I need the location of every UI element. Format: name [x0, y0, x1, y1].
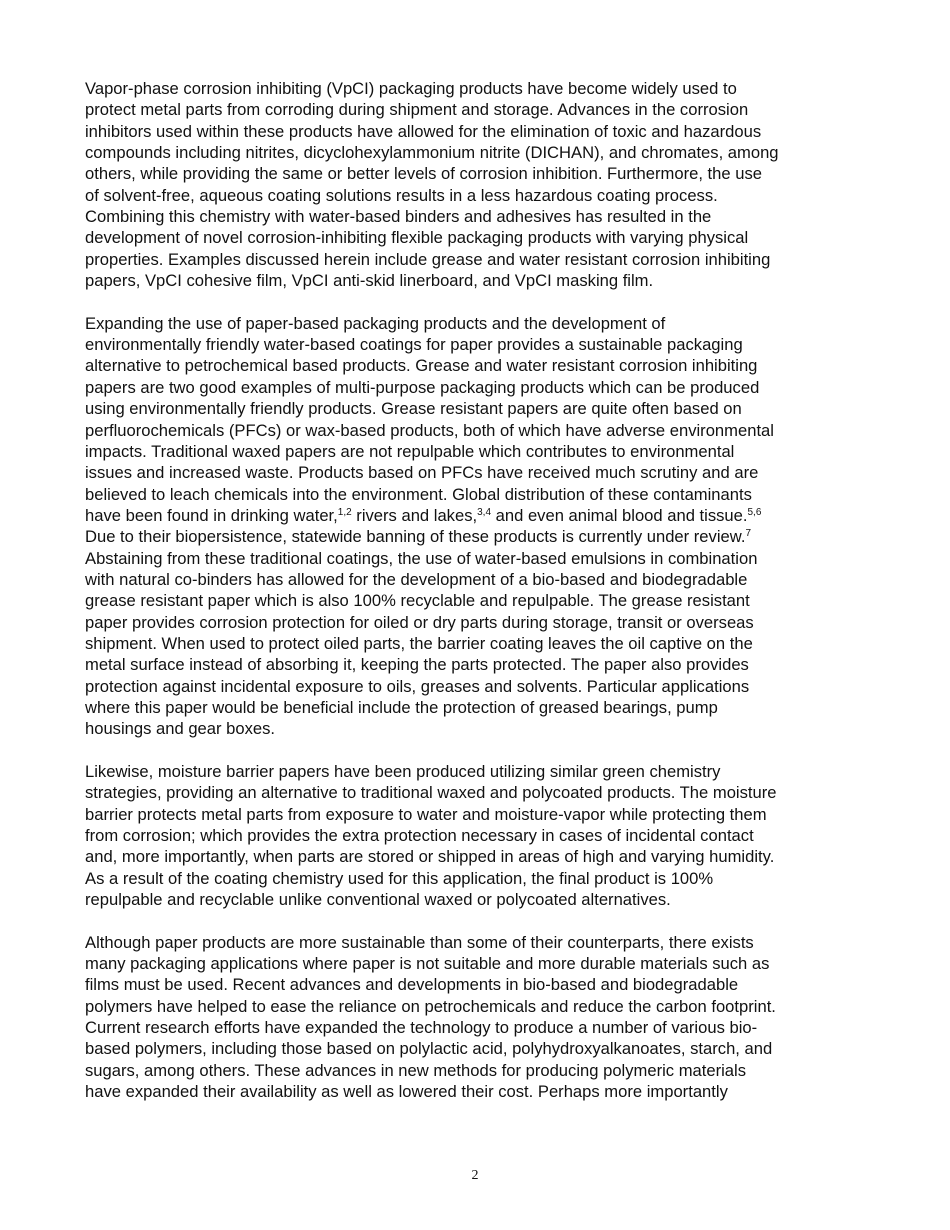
text-line: inhibitors used within these products have allowed for the elimination of toxic and hazardous — [85, 121, 762, 141]
text-line: metal surface instead of absorbing it, keeping the parts protected. The paper also provides — [85, 655, 749, 675]
text-line: repulpable and recyclable unlike conventional waxed or polycoated alternatives. — [85, 890, 671, 910]
text-line: grease resistant paper which is also 100% recyclable and repulpable. The grease resistant — [85, 591, 750, 611]
text-line: perfluorochemicals (PFCs) or wax-based products, both of which have adverse environmental — [85, 420, 774, 440]
paragraph — [85, 313, 875, 740]
paragraph — [85, 761, 875, 910]
text-line: films must be used. Recent advances and developments in bio-based and biodegradable — [85, 975, 739, 995]
citation-superscript: 7 — [745, 528, 751, 540]
text-line: others, while providing the same or better levels of corrosion inhibition. Furthermore, the use — [85, 164, 762, 184]
text-line: using environmentally friendly products. Grease resistant papers are quite often based on — [85, 399, 742, 419]
text-line: where this paper would be beneficial include the protection of greased bearings, pump — [85, 697, 718, 717]
text-line: environmentally friendly water-based coatings for paper provides a sustainable packaging — [85, 335, 743, 355]
text-line: alternative to petrochemical based products. Grease and water resistant corrosion inhibiting — [85, 356, 758, 376]
citation-superscript: 5,6 — [747, 506, 762, 518]
text-line: strategies, providing an alternative to traditional waxed and polycoated products. The moisture — [85, 783, 777, 803]
text-segment: rivers and lakes, — [351, 505, 478, 525]
text-line: Current research efforts have expanded the technology to produce a number of various bio- — [85, 1018, 758, 1038]
page-number: 2 — [471, 1168, 479, 1183]
text-line — [85, 526, 875, 547]
text-line: protection against incidental exposure to oils, greases and solvents. Particular applications — [85, 676, 750, 696]
document-body — [85, 78, 875, 1124]
text-line: issues and increased waste. Products based on PFCs have received much scrutiny and are — [85, 463, 759, 483]
text-line: Likewise, moisture barrier papers have been produced utilizing similar green chemistry — [85, 762, 721, 781]
text-line: protect metal parts from corroding during shipment and storage. Advances in the corrosion — [85, 100, 749, 120]
text-line: paper provides corrosion protection for oiled or dry parts during storage, transit or overseas — [85, 612, 754, 632]
text-line: development of novel corrosion-inhibiting flexible packaging products with varying physical — [85, 228, 749, 248]
text-line: housings and gear boxes. — [85, 719, 276, 739]
text-line: based polymers, including those based on polylactic acid, polyhydroxyalkanoates, starch, and — [85, 1039, 773, 1059]
text-line: Expanding the use of paper-based packaging products and the development of — [85, 313, 666, 333]
text-line: As a result of the coating chemistry used for this application, the final product is 100% — [85, 868, 714, 888]
text-line: believed to leach chemicals into the environment. Global distribution of these contaminants — [85, 484, 752, 504]
text-line: papers, VpCI cohesive film, VpCI anti-skid linerboard, and VpCI masking film. — [85, 271, 654, 291]
text-segment: Due to their biopersistence, statewide banning of these products is currently under review. — [85, 527, 746, 547]
text-line: compounds including nitrites, dicyclohexylammonium nitrite (DICHAN), and chromates, among — [85, 143, 779, 163]
text-line: sugars, among others. These advances in new methods for producing polymeric materials — [85, 1060, 747, 1080]
text-line: many packaging applications where paper is not suitable and more durable materials such as — [85, 954, 770, 974]
citation-superscript: 1,2 — [337, 506, 352, 518]
paragraph — [85, 932, 875, 1103]
text-segment: and even animal blood and tissue. — [491, 505, 748, 525]
text-line: shipment. When used to protect oiled parts, the barrier coating leaves the oil captive on the — [85, 633, 753, 653]
text-line: papers are two good examples of multi-purpose packaging products which can be produced — [85, 377, 760, 397]
text-line: barrier protects metal parts from exposure to water and moisture-vapor while protecting them — [85, 804, 767, 824]
text-line: with natural co-binders has allowed for the development of a bio-based and biodegradable — [85, 569, 748, 589]
text-line: Vapor-phase corrosion inhibiting (VpCI) packaging products have become widely used to — [85, 79, 737, 98]
text-line: Although paper products are more sustainable than some of their counterparts, there exists — [85, 932, 754, 952]
paragraph — [85, 78, 875, 291]
citation-superscript: 3,4 — [477, 506, 492, 518]
text-line: polymers have helped to ease the reliance on petrochemicals and reduce the carbon footprint. — [85, 996, 776, 1016]
text-line: and, more importantly, when parts are stored or shipped in areas of high and varying humidity. — [85, 847, 775, 867]
text-segment: have been found in drinking water, — [85, 505, 338, 525]
text-line: have expanded their availability as well as lowered their cost. Perhaps more importantly — [85, 1082, 728, 1102]
text-line — [85, 505, 875, 526]
text-line: impacts. Traditional waxed papers are not repulpable which contributes to environmental — [85, 441, 735, 461]
text-line: from corrosion; which provides the extra protection necessary in cases of incidental contact — [85, 826, 754, 846]
text-line: of solvent-free, aqueous coating solutions results in a less hazardous coating process. — [85, 185, 718, 205]
text-line: Abstaining from these traditional coatings, the use of water-based emulsions in combination — [85, 548, 758, 568]
text-line: properties. Examples discussed herein include grease and water resistant corrosion inhibiting — [85, 249, 771, 269]
text-line: Combining this chemistry with water-based binders and adhesives has resulted in the — [85, 207, 712, 227]
